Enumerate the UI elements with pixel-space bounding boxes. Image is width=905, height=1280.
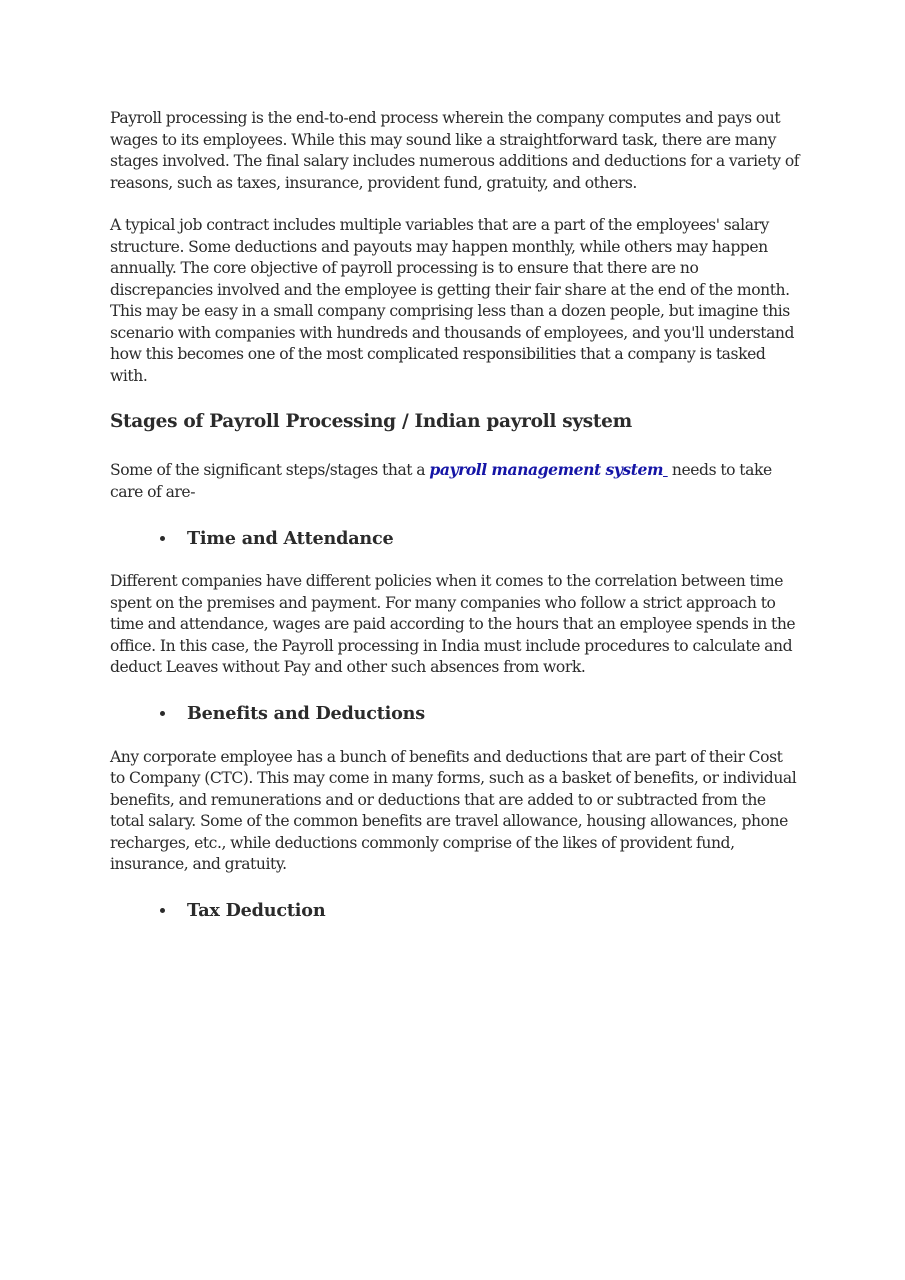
section-heading: Stages of Payroll Processing / Indian payroll system bbox=[110, 411, 632, 432]
payroll-management-system-link[interactable]: payroll management system bbox=[429, 460, 663, 479]
stage-body-time-attendance: Different companies have different policies when it comes to the correlation between time spent on the premises and payment. For many companies who follow a strict approach to time and attendance, wages are paid according to the hours that an employee spends in the office. In this case, the Payroll processing in India must include procedures to calculate and deduct Leaves without Pay and other such absences from work. bbox=[110, 572, 796, 676]
intro-paragraph-1: Payroll processing is the end-to-end process wherein the company computes and pays out wages to its employees. While this may sound like a straightforward task, there are many stages involved. The final salary includes numerous additions and deductions for a variety of reasons, such as taxes, insurance, provident fund, gratuity, and others. bbox=[110, 109, 800, 192]
stage-title: Time and Attendance bbox=[187, 527, 394, 549]
bullet-dot-icon bbox=[160, 908, 165, 913]
stage-title: Tax Deduction bbox=[187, 900, 326, 921]
stage-title: Benefits and Deductions bbox=[187, 703, 425, 724]
stage-bullet-benefits-deductions bbox=[110, 701, 800, 727]
section-lead-after: needs to take care of are- bbox=[110, 461, 772, 501]
bullet-dot-icon bbox=[160, 711, 165, 716]
bullet-dot-icon bbox=[160, 536, 165, 541]
stage-body-benefits-deductions: Any corporate employee has a bunch of benefits and deductions that are part of their Cost to Company (CTC). This may come in many forms, such as a basket of benefits, or individual benefits, and remunerations and or deductions that are added to or subtracted from the total salary. Some of the common benefits are travel allowance, housing allowances, phone recharges, etc., while deductions commonly comprise of the likes of provident fund, insurance, and gratuity. bbox=[110, 747, 797, 873]
stage-bullet-time-attendance bbox=[110, 525, 800, 551]
section-lead-before: Some of the significant steps/stages that a bbox=[110, 461, 430, 479]
intro-paragraph-2: A typical job contract includes multiple variables that are a part of the employees' salary structure. Some deductions and payouts may happen monthly, while others may happen annually. The core objective of payroll processing is to ensure that there are no discrepancies involved and the employee is getting their fair share at the end of the month. This may be easy in a small company comprising less than a dozen people, but imagine this scenario with companies with hundreds and thousands of employees, and you'll understand how this becomes one of the most complicated responsibilities that a company is tasked with. bbox=[110, 216, 795, 385]
section-lead-paragraph bbox=[110, 459, 800, 503]
document-page bbox=[110, 108, 800, 944]
stage-bullet-tax-deduction bbox=[110, 898, 800, 924]
